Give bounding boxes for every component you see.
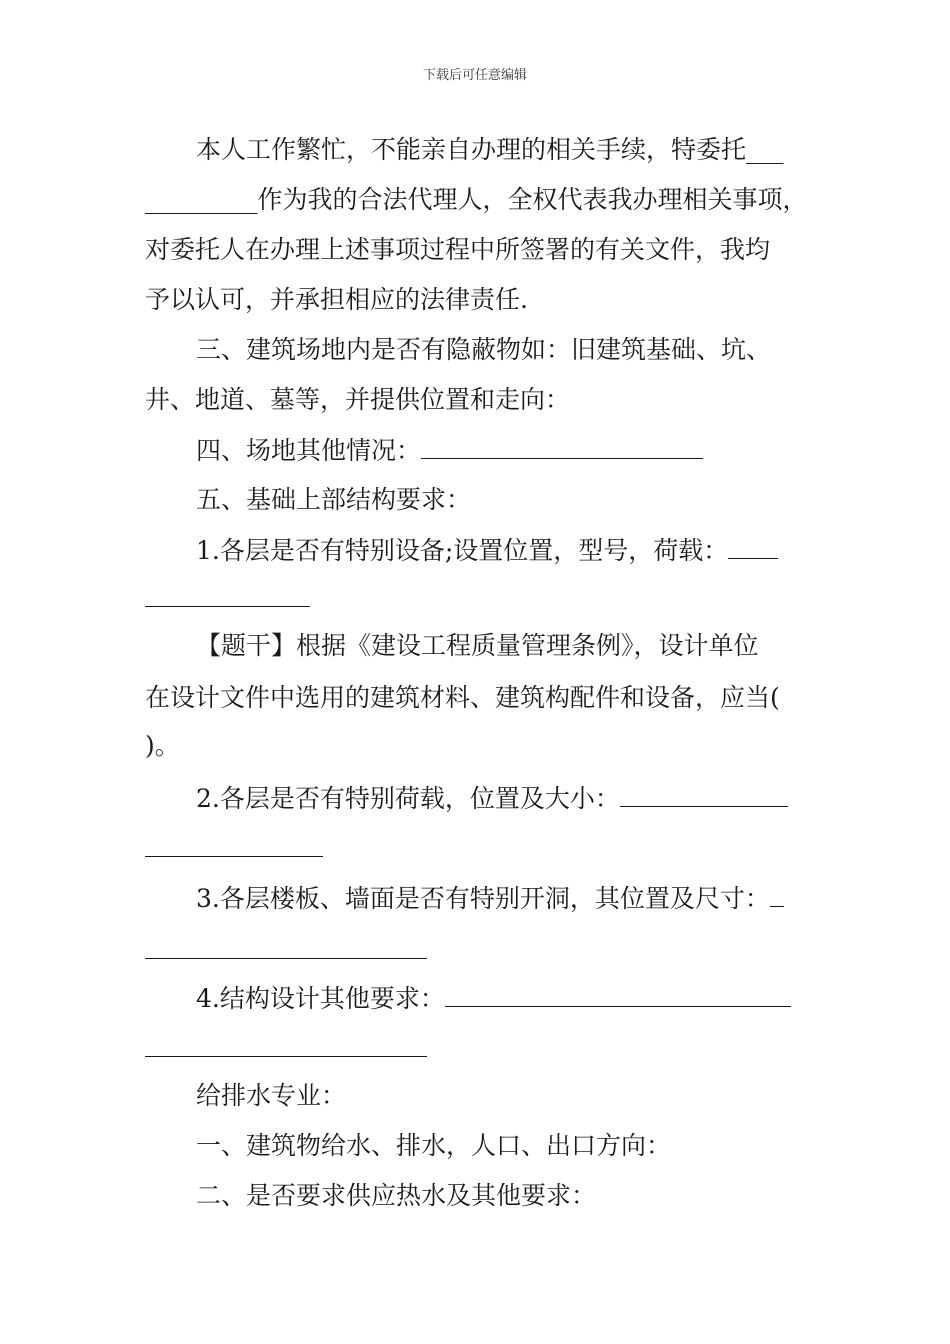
fill-blank (145, 606, 310, 607)
paragraph-text: 四、场地其他情况： (196, 436, 422, 465)
fill-blank (145, 1056, 427, 1057)
paragraph-line: 给排水专业： (196, 1081, 347, 1110)
paragraph-text: 4.结构设计其他要求： (196, 984, 445, 1013)
paragraph-text: 3.各层楼板、墙面是否有特别开洞，其位置及尺寸： (196, 884, 770, 913)
fill-blank (728, 534, 778, 559)
paragraph-line: 在设计文件中选用的建筑材料、建筑构配件和设备，应当( (145, 683, 780, 712)
paragraph-line: 【题干】根据《建设工程质量管理条例》，设计单位 (196, 631, 759, 660)
paragraph-line (196, 882, 784, 915)
paragraph-line (196, 982, 791, 1015)
fill-blank (445, 982, 791, 1007)
paragraph-line: 井、地道、墓等，并提供位置和走向： (145, 385, 571, 414)
paragraph-line: _________作为我的合法代理人，全权代表我办理相关事项， (145, 185, 808, 214)
fill-blank (620, 782, 788, 807)
fill-blank (421, 434, 703, 459)
paragraph-line: )。 (145, 731, 180, 760)
paragraph-line: 三、建筑场地内是否有隐蔽物如：旧建筑基础、坑、 (196, 335, 772, 364)
paragraph-line (196, 534, 778, 567)
paragraph-line: 一、建筑物给水、排水，人口、出口方向： (196, 1131, 672, 1160)
paragraph-text: 1.各层是否有特别设备;设置位置，型号，荷载： (196, 536, 729, 565)
page-header: 下载后可任意编辑 (422, 68, 527, 83)
paragraph-line: 五、基础上部结构要求： (196, 485, 472, 514)
paragraph-line (196, 434, 703, 467)
fill-blank (145, 856, 323, 857)
paragraph-line: 对委托人在办理上述事项过程中所签署的有关文件，我均 (145, 235, 771, 264)
paragraph-text: 2.各层是否有特别荷载，位置及大小： (196, 784, 620, 813)
paragraph-line: 予以认可，并承担相应的法律责任. (145, 285, 528, 314)
fill-blank (770, 882, 784, 907)
fill-blank (145, 958, 427, 959)
paragraph-line (196, 782, 788, 815)
paragraph-line: 本人工作繁忙，不能亲自办理的相关手续，特委托___ (196, 135, 784, 164)
paragraph-line: 二、是否要求供应热水及其他要求： (196, 1181, 597, 1210)
